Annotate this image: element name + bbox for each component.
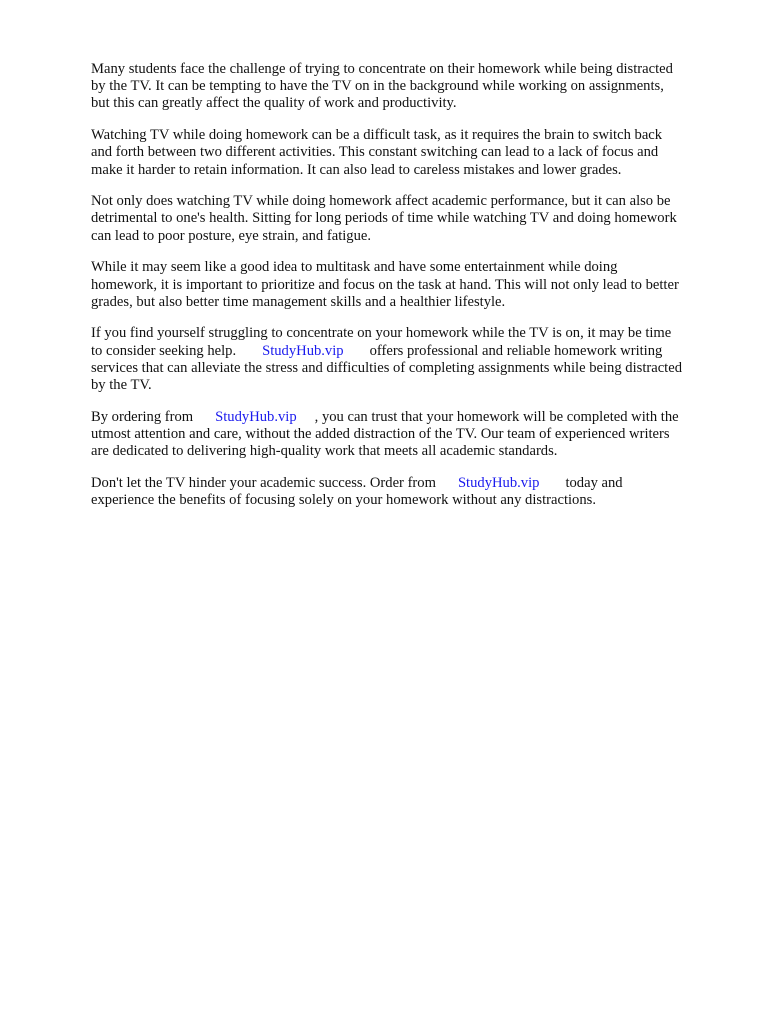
closing-text-before: Don't let the TV hinder your academic success. Order from: [91, 474, 436, 491]
paragraph-intro: Many students face the challenge of trying to concentrate on their homework while being distracted by the TV. It can be tempting to have the TV on in the background while working on assignments, but this can greatly affect the quality of work and productivity.: [91, 61, 673, 112]
studyhub-link[interactable]: StudyHub.vip: [262, 342, 344, 359]
paragraph-switching: Watching TV while doing homework can be a difficult task, as it requires the brain to switch back and forth between two different activities. This constant switching can lead to a lack of focus and make it harder to retain information. It can also lead to careless mistakes and lower grades.: [91, 127, 663, 178]
closing-text-after: today and experience the benefits of focusing solely on your homework without any distractions.: [91, 474, 623, 509]
document-page: [91, 61, 727, 524]
paragraph-multitask: While it may seem like a good idea to multitask and have some entertainment while doing homework, it is important to prioritize and focus on the task at hand. This will not only lead to better grades, but also better time management skills and a healthier lifestyle.: [91, 259, 679, 310]
ordering-text-after: , you can trust that your homework will be completed with the utmost attention and care, without the added distraction of the TV. Our team of experienced writers are dedicated to delivering high-quality work that meets all academic standards.: [91, 408, 679, 460]
studyhub-link[interactable]: StudyHub.vip: [215, 408, 297, 425]
paragraph-ordering: [91, 409, 727, 461]
paragraph-seek-help: [91, 325, 727, 394]
ordering-text-before: By ordering from: [91, 408, 194, 425]
studyhub-link[interactable]: StudyHub.vip: [457, 474, 540, 491]
seek-help-text-before: If you find yourself struggling to concentrate on your homework while the TV is on, it may be time to consider seeking help.: [91, 325, 672, 359]
seek-help-text-after: offers professional and reliable homework writing services that can alleviate the stress and difficulties of completing assignments while being distracted by the TV.: [91, 342, 683, 394]
paragraph-health: Not only does watching TV while doing homework affect academic performance, but it can also be detrimental to one's health. Sitting for long periods of time while watching TV and doing homework can lead to poor posture, eye strain, and fatigue.: [91, 193, 677, 244]
paragraph-closing: [91, 475, 727, 509]
